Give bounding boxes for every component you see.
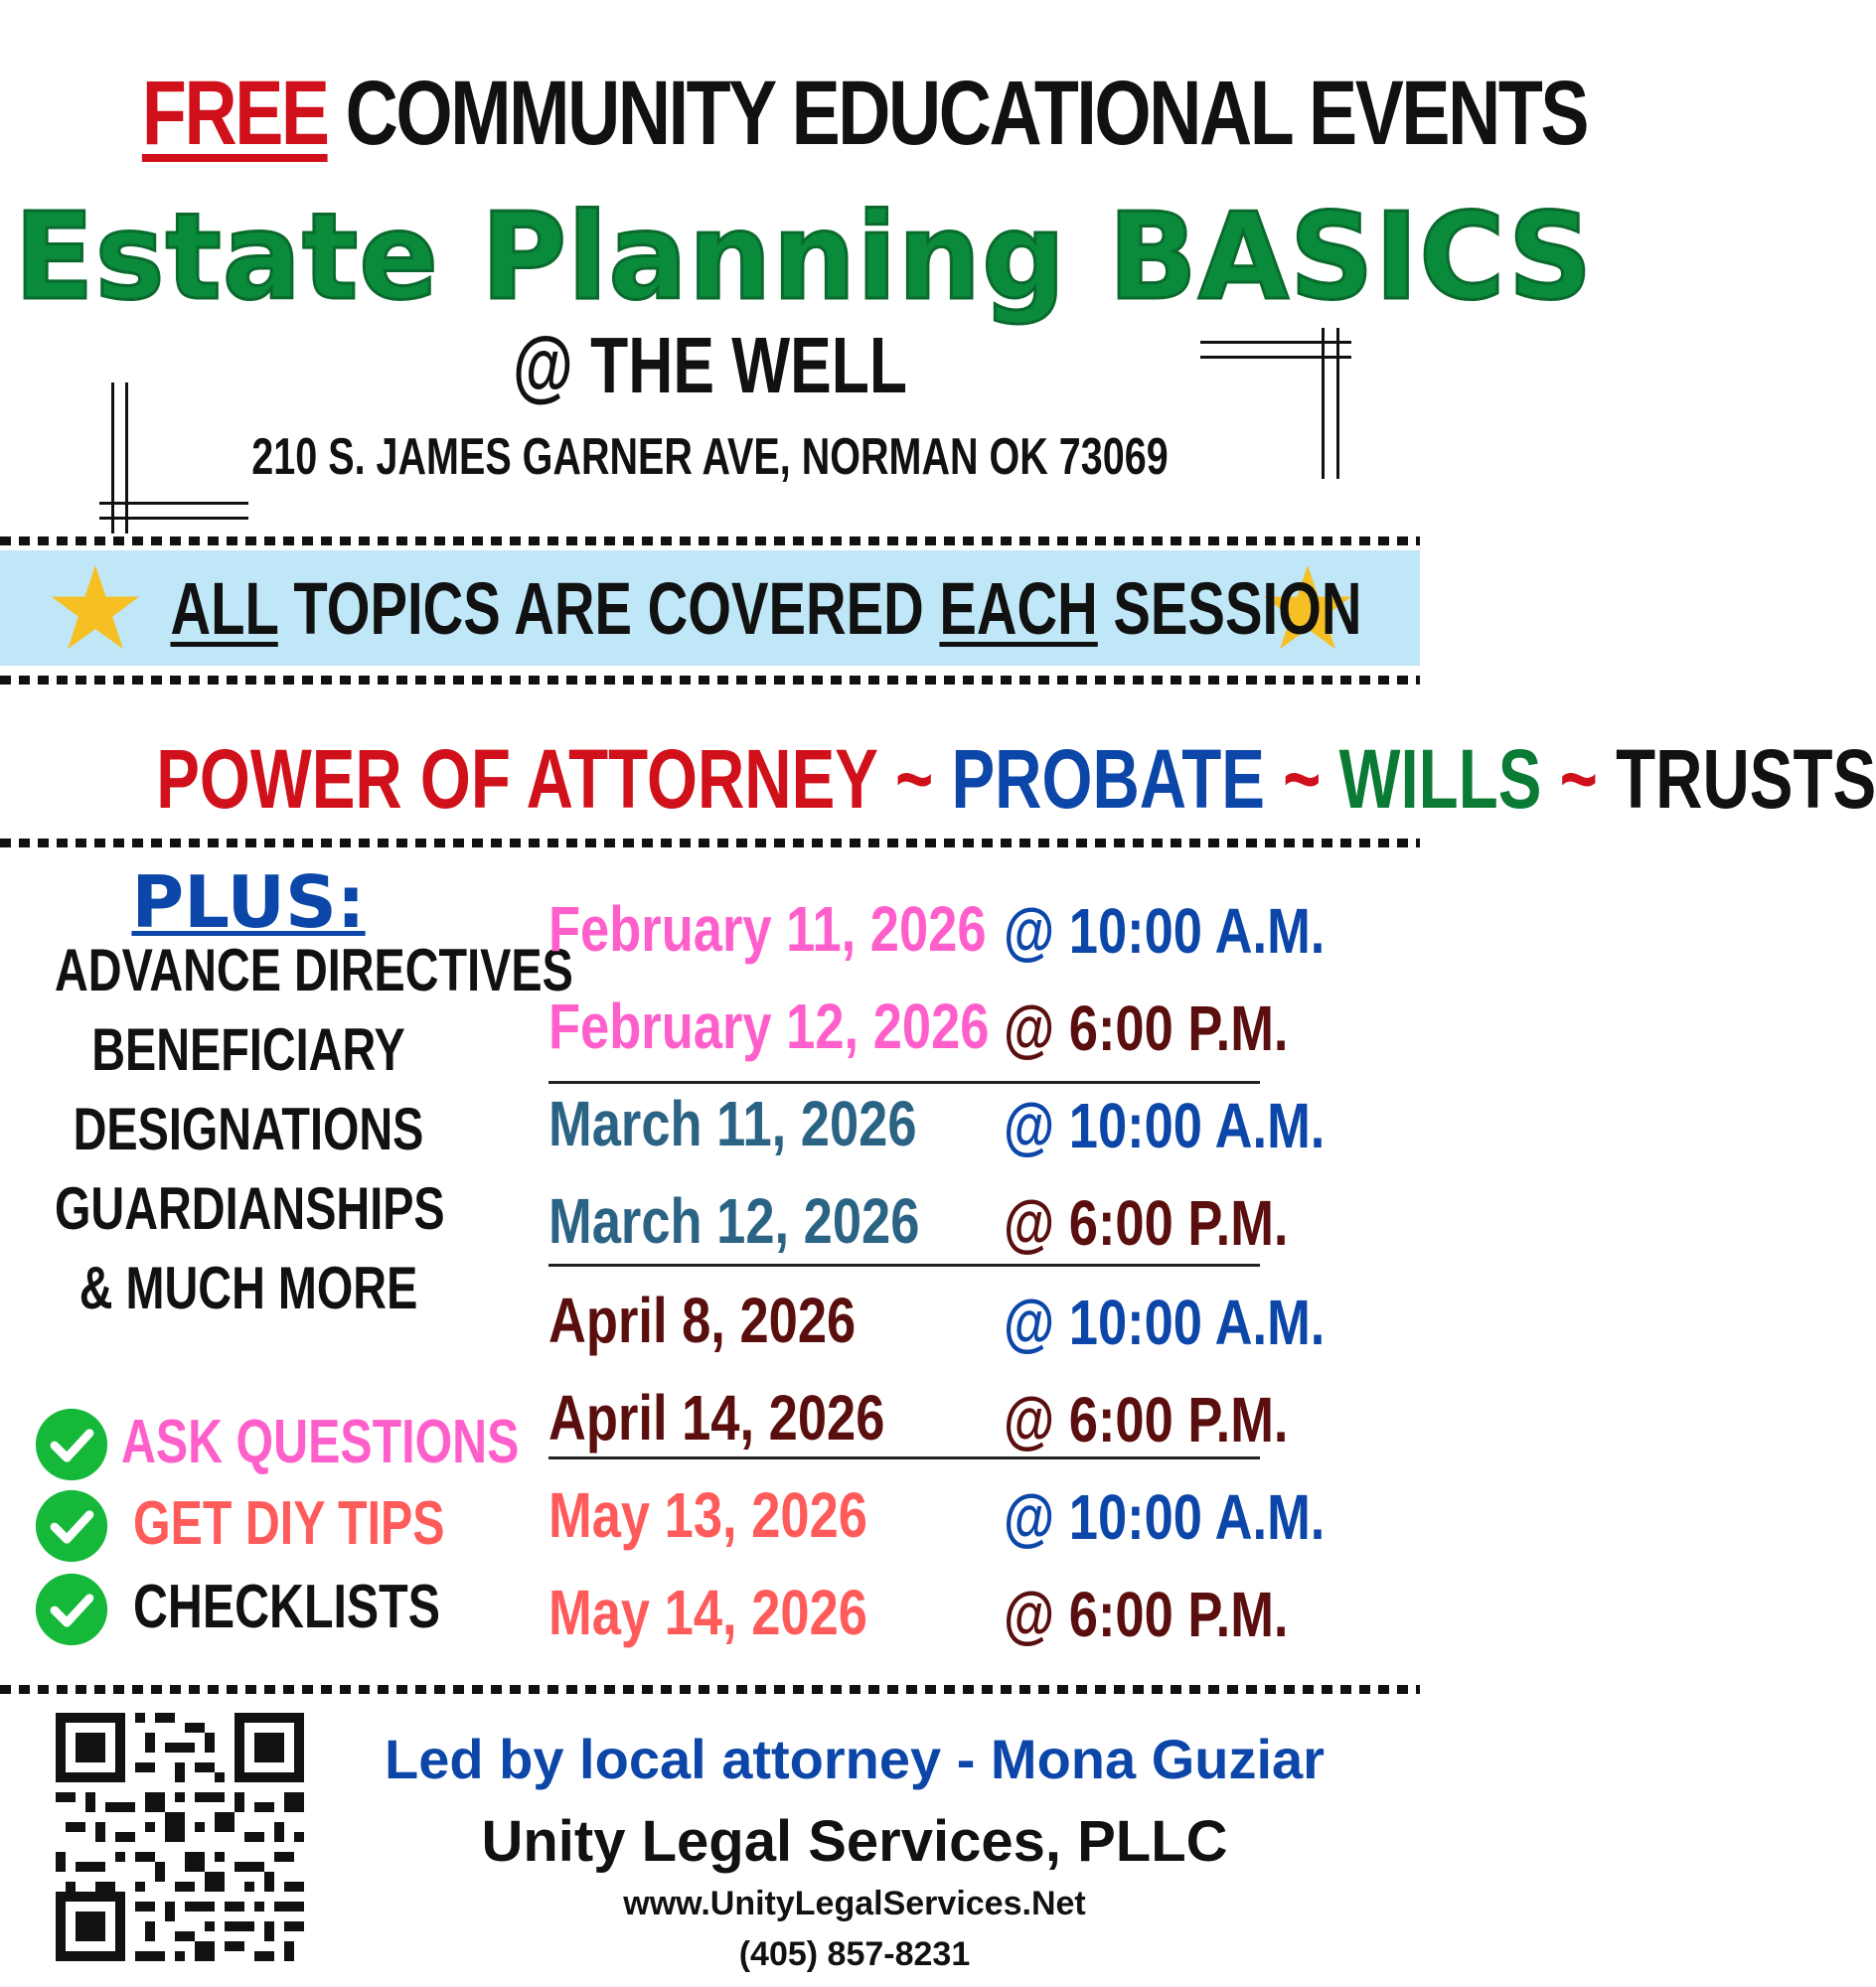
venue: @ THE WELL xyxy=(512,321,908,409)
extra-topic: GUARDIANSHIPS xyxy=(55,1175,445,1242)
address: 210 S. JAMES GARNER AVE, NORMAN OK 73069 xyxy=(251,428,1169,486)
session-time: @ 10:00 A.M. xyxy=(1004,1481,1326,1553)
phone-number[interactable]: (405) 857-8231 xyxy=(738,1935,971,1973)
bullet-diy-tips: GET DIY TIPS xyxy=(133,1489,445,1558)
check-icon xyxy=(34,1488,109,1564)
check-icon xyxy=(34,1572,109,1647)
month-divider xyxy=(548,1264,1260,1267)
topic: WILLS xyxy=(1338,732,1542,826)
dotted-divider xyxy=(0,1685,1420,1694)
session-time: @ 6:00 P.M. xyxy=(1004,993,1289,1064)
banner-text: ALL TOPICS ARE COVERED EACH SESSION xyxy=(170,567,1362,650)
session-date: April 14, 2026 xyxy=(548,1382,885,1453)
month-divider xyxy=(548,1081,1260,1084)
extra-topic: DESIGNATIONS xyxy=(73,1096,424,1162)
attorney-line: Led by local attorney - Mona Guziar xyxy=(385,1728,1325,1790)
topic-separator: ~ xyxy=(1541,732,1617,826)
dotted-divider xyxy=(0,839,1420,847)
website-link[interactable]: www.UnityLegalServices.Net xyxy=(623,1885,1086,1922)
dotted-divider xyxy=(0,536,1420,545)
dotted-divider xyxy=(0,676,1420,685)
session-date: May 13, 2026 xyxy=(548,1479,867,1551)
qr-code-icon[interactable] xyxy=(56,1713,304,1961)
extra-topic: BENEFICIARY xyxy=(91,1016,405,1083)
headline xyxy=(141,62,1588,166)
session-time: @ 6:00 P.M. xyxy=(1004,1579,1289,1650)
session-date: February 12, 2026 xyxy=(548,991,990,1062)
free-label: FREE xyxy=(141,63,328,164)
check-icon xyxy=(34,1407,109,1482)
session-time: @ 10:00 A.M. xyxy=(1004,1090,1326,1161)
session-time: @ 6:00 P.M. xyxy=(1004,1187,1289,1259)
session-time: @ 6:00 P.M. xyxy=(1004,1384,1289,1455)
bullet-checklists: CHECKLISTS xyxy=(133,1573,440,1641)
session-date: February 11, 2026 xyxy=(548,893,987,965)
session-date: March 11, 2026 xyxy=(548,1088,917,1159)
session-date: May 14, 2026 xyxy=(548,1577,867,1648)
topic: TRUSTS xyxy=(1616,732,1876,826)
session-time: @ 10:00 A.M. xyxy=(1004,895,1326,967)
plus-heading: PLUS: xyxy=(131,860,366,944)
headline-text: COMMUNITY EDUCATIONAL EVENTS xyxy=(345,63,1588,164)
topic-separator: ~ xyxy=(876,732,952,826)
session-time: @ 10:00 A.M. xyxy=(1004,1287,1326,1358)
topic: PROBATE xyxy=(951,732,1265,826)
bullet-ask-questions: ASK QUESTIONS xyxy=(121,1408,520,1476)
extra-topic: & MUCH MORE xyxy=(78,1255,418,1321)
page-title: Estate Planning BASICS xyxy=(14,189,1594,327)
topic: POWER OF ATTORNEY xyxy=(156,732,877,826)
session-date: April 8, 2026 xyxy=(548,1285,857,1356)
topics-line xyxy=(156,731,1876,828)
firm-name: Unity Legal Services, PLLC xyxy=(481,1809,1228,1874)
topic-separator: ~ xyxy=(1264,732,1339,826)
session-date: March 12, 2026 xyxy=(548,1185,920,1257)
month-divider xyxy=(548,1456,1260,1459)
extra-topic: ADVANCE DIRECTIVES xyxy=(55,937,573,1003)
star-icon xyxy=(48,560,143,656)
